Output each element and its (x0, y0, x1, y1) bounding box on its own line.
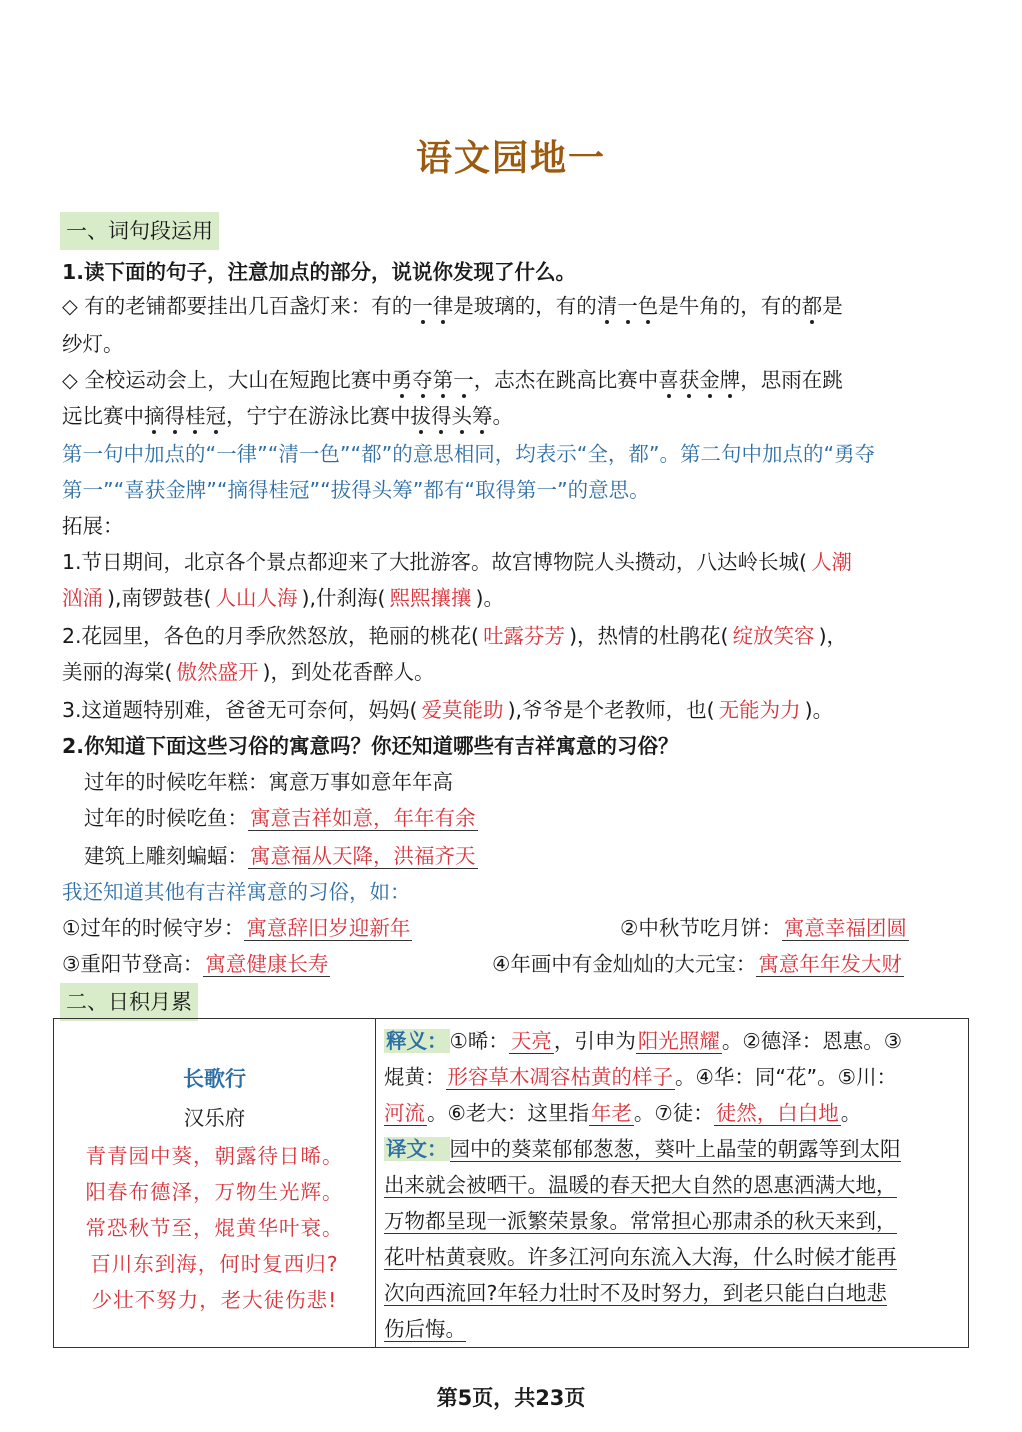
poem-line: 少壮不努力，老大徒伤悲! (91, 1288, 338, 1312)
poem-column (54, 1019, 376, 1347)
custom-item-3: ③重阳节登高：寓意健康长寿 (62, 952, 329, 976)
explain-line-1: 释义：①晞：天亮，引申为阳光照耀。②德泽：恩惠。③ (386, 1029, 903, 1053)
section-heading-2: 二、日积月累 (60, 983, 198, 1021)
custom-item-1: ①过年的时候守岁：寓意辞旧岁迎新年 (62, 916, 411, 940)
translation-line-2: 出来就会被晒干。温暖的春天把大自然的恩惠洒满大地， (384, 1173, 897, 1197)
poem-line: 青青园中葵，朝露待日晞。 (85, 1144, 344, 1168)
translation-line-3: 万物都呈现一派繁荣景象。常常担心那肃杀的秋天来到， (384, 1209, 897, 1233)
page-title: 语文园地一 (415, 138, 606, 179)
explain-line-2: 焜黄：形容草木凋容枯黄的样子。④华：同“花”。⑤川： (384, 1065, 897, 1089)
translation-line-4: 花叶枯黄衰败。许多江河向东流入大海，什么时候才能再 (384, 1245, 897, 1269)
explanation-column (376, 1019, 968, 1347)
question-2-prompt: 2.你知道下面这些习俗的寓意吗？你还知道哪些有吉祥寓意的习俗？ (62, 734, 679, 758)
section-heading-1: 一、词句段运用 (60, 212, 219, 250)
translation-line-6: 伤后悔。 (384, 1317, 466, 1341)
expand-item-2-cont: 美丽的海棠( 傲然盛开 )，到处花香醉人。 (62, 660, 435, 684)
translation-line-5: 次向西流回?年轻力壮时不及时努力，到老只能白白地悲 (384, 1281, 887, 1305)
custom-line-2: 过年的时候吃鱼：寓意吉祥如意，年年有余 (84, 806, 476, 830)
poem-author: 汉乐府 (183, 1106, 246, 1130)
expand-item-2: 2.花园里，各色的月季欣然怒放，艳丽的桃花( 吐露芬芳 )，热情的杜鹃花( 绽放笑容 )， (62, 624, 848, 648)
poem-table (53, 1018, 969, 1348)
answer-line-1: 第一句中加点的“一律”“清一色”“都”的意思相同，均表示“全，都”。第二句中加点的“勇夺 (62, 442, 876, 466)
explain-line-3: 河流。⑥老大：这里指年老。⑦徒：徒然，白白地。 (384, 1101, 862, 1125)
expand-item-1: 1.节日期间，北京各个景点都迎来了大批游客。故宫博物院人头攒动，八达岭长城( 人潮 (62, 550, 853, 574)
sentence-2-cont: 远比赛中摘得桂冠，宁宁在游泳比赛中拔得头筹。 (62, 404, 513, 428)
custom-line-3: 建筑上雕刻蝙蝠：寓意福从天降，洪福齐天 (84, 844, 476, 868)
custom-item-2: ②中秋节吃月饼：寓意幸福团圆 (620, 916, 907, 940)
sentence-1-cont: 纱灯。 (62, 332, 124, 356)
poem-line: 阳春布德泽，万物生光辉。 (85, 1180, 344, 1204)
poem-title: 长歌行 (183, 1067, 246, 1091)
poem-line: 常恐秋节至，焜黄华叶衰。 (85, 1216, 344, 1240)
expand-label: 拓展： (62, 514, 124, 538)
custom-item-4: ④年画中有金灿灿的大元宝：寓意年年发大财 (492, 952, 902, 976)
expand-item-3: 3.这道题特别难，爸爸无可奈何，妈妈( 爱莫能助 ),爷爷是个老教师，也( 无能为力 )。 (62, 698, 834, 722)
page-footer: 第5页，共23页 (436, 1386, 586, 1410)
expand-item-1-cont: 汹涌 ),南锣鼓巷( 人山人海 ),什刹海( 熙熙攘攘 )。 (62, 586, 505, 610)
custom-line-1: 过年的时候吃年糕：寓意万事如意年年高 (84, 770, 453, 794)
question-1-prompt: 1.读下面的句子，注意加点的部分，说说你发现了什么。 (62, 260, 577, 284)
sentence-1: ◇ 有的老铺都要挂出几百盏灯来：有的一律是玻璃的，有的清一色是牛角的，有的都是 (62, 294, 843, 318)
know-more: 我还知道其他有吉祥寓意的习俗，如： (62, 880, 411, 904)
answer-line-2: 第一”“喜获金牌”“摘得桂冠”“拔得头筹”都有“取得第一”的意思。 (62, 478, 650, 502)
poem-line: 百川东到海，何时复西归? (90, 1252, 339, 1276)
sentence-2: ◇ 全校运动会上，大山在短跑比赛中勇夺第一，志杰在跳高比赛中喜获金牌，思雨在跳 (62, 368, 843, 392)
translation-line-1: 译文：园中的葵菜郁郁葱葱，葵叶上晶莹的朝露等到太阳 (386, 1137, 901, 1161)
